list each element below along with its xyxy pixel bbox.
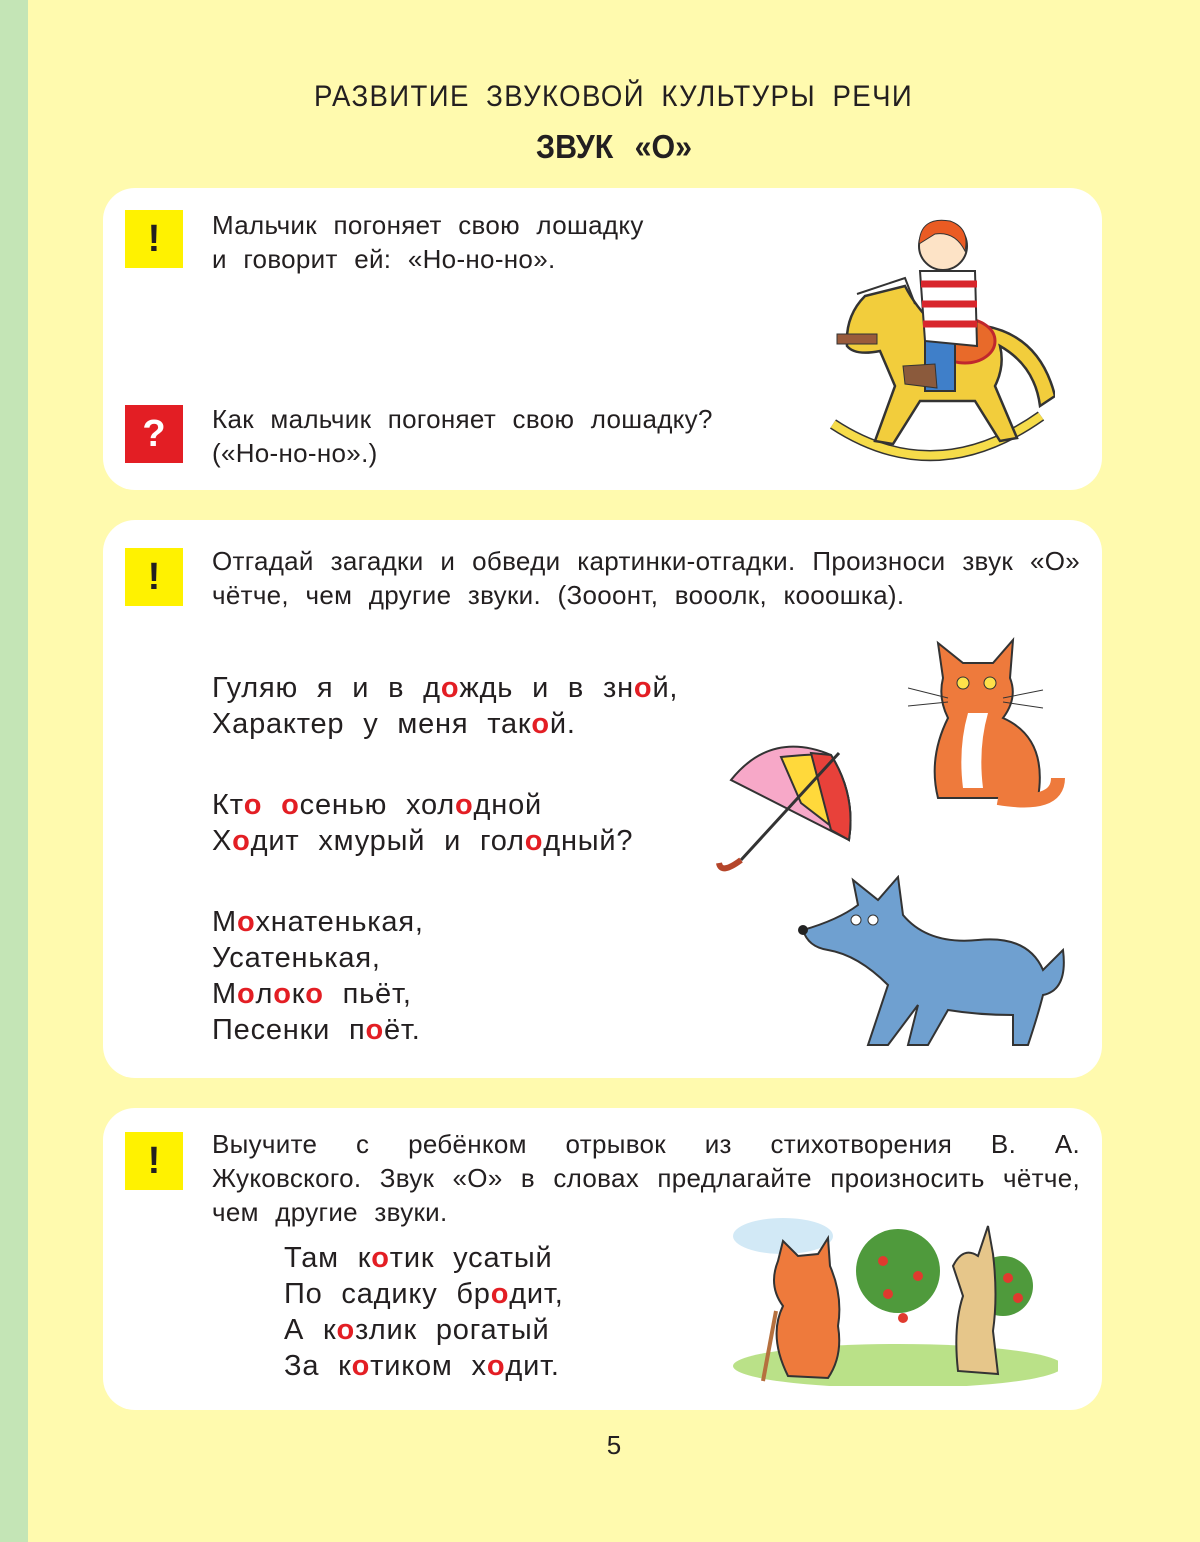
poem-line: Гуляю я и в дождь и в зной, <box>212 672 679 704</box>
poem-line: Песенки поёт. <box>212 1014 421 1046</box>
instruction-text: Отгадай загадки и обведи картинки-отгадки. Произноси звук «О» чётче, чем другие звуки. (Зооонт, вооолк, кооошка). <box>212 546 1080 610</box>
highlighted-letter-o: о <box>371 1242 390 1274</box>
question-text <box>212 402 713 470</box>
highlighted-letter-o: о <box>305 978 324 1010</box>
poem-line: Характер у меня такой. <box>212 708 576 740</box>
zhukovsky-poem <box>284 1240 564 1384</box>
highlighted-letter-o: о <box>236 978 256 1010</box>
exclamation-icon: ! <box>125 210 183 268</box>
instruction-text <box>212 208 644 276</box>
poem-line: А козлик рогатый <box>284 1314 550 1346</box>
highlighted-letter-o: о <box>531 708 550 740</box>
poem-line: За котиком ходит. <box>284 1350 560 1382</box>
page-edge-strip <box>0 0 28 1542</box>
highlighted-letter-o: о <box>336 1314 356 1346</box>
exclamation-icon: ! <box>125 1132 183 1190</box>
page-number: 5 <box>606 1430 622 1460</box>
cat-and-goat-illustration <box>728 1206 1058 1386</box>
highlighted-letter-o: о <box>232 825 251 857</box>
poem-line: Кто осенью холодной <box>212 789 543 821</box>
highlighted-letter-o: о <box>281 789 300 821</box>
riddle-umbrella <box>212 670 678 742</box>
page-header <box>28 80 1200 166</box>
exercise-card-riddles <box>103 520 1102 1078</box>
cat-illustration <box>908 628 1068 828</box>
riddle-cat <box>212 904 424 1048</box>
poem-line: Там котик усатый <box>284 1242 553 1274</box>
boy-on-rocking-horse-illustration <box>825 216 1055 472</box>
highlighted-letter-o: о <box>273 978 292 1010</box>
wolf-illustration <box>798 875 1068 1055</box>
highlighted-letter-o: о <box>243 789 263 821</box>
poem-line: Ходит хмурый и голодный? <box>212 825 634 857</box>
umbrella-illustration <box>711 735 861 880</box>
question-line: Как мальчик погоняет свою лошадку? <box>212 404 713 434</box>
highlighted-letter-o: о <box>365 1014 384 1046</box>
section-subtitle: РАЗВИТИЕ ЗВУКОВОЙ КУЛЬТУРЫ РЕЧИ <box>314 80 914 113</box>
highlighted-letter-o: о <box>486 1350 506 1382</box>
exercise-card-poem <box>103 1108 1102 1410</box>
exercise-card-horse <box>103 188 1102 490</box>
highlighted-letter-o: о <box>490 1278 510 1310</box>
poem-line: Молоко пьёт, <box>212 978 412 1010</box>
highlighted-letter-o: о <box>440 672 460 704</box>
instruction-line: Мальчик погоняет свою лошадку <box>212 210 644 240</box>
riddle-wolf <box>212 787 633 859</box>
instruction-text: Выучите с ребёнком отрывок из стихотворения В. А. Жуковского. Звук «О» в словах предлагайте произносить чётче, чем другие звуки. <box>212 1129 1080 1227</box>
highlighted-letter-o: о <box>633 672 653 704</box>
poem-line: Усатенькая, <box>212 942 381 974</box>
poem-line: По садику бродит, <box>284 1278 564 1310</box>
highlighted-letter-o: о <box>351 1350 371 1382</box>
instruction-line: и говорит ей: «Но-но-но». <box>212 244 556 274</box>
highlighted-letter-o: о <box>236 906 256 938</box>
highlighted-letter-o: о <box>455 789 474 821</box>
poem-line: Мохнатенькая, <box>212 906 424 938</box>
question-icon: ? <box>125 405 183 463</box>
highlighted-letter-o: о <box>524 825 544 857</box>
exclamation-icon: ! <box>125 548 183 606</box>
page-title: ЗВУК «О» <box>536 128 692 165</box>
answer-line: («Но-но-но».) <box>212 438 378 468</box>
